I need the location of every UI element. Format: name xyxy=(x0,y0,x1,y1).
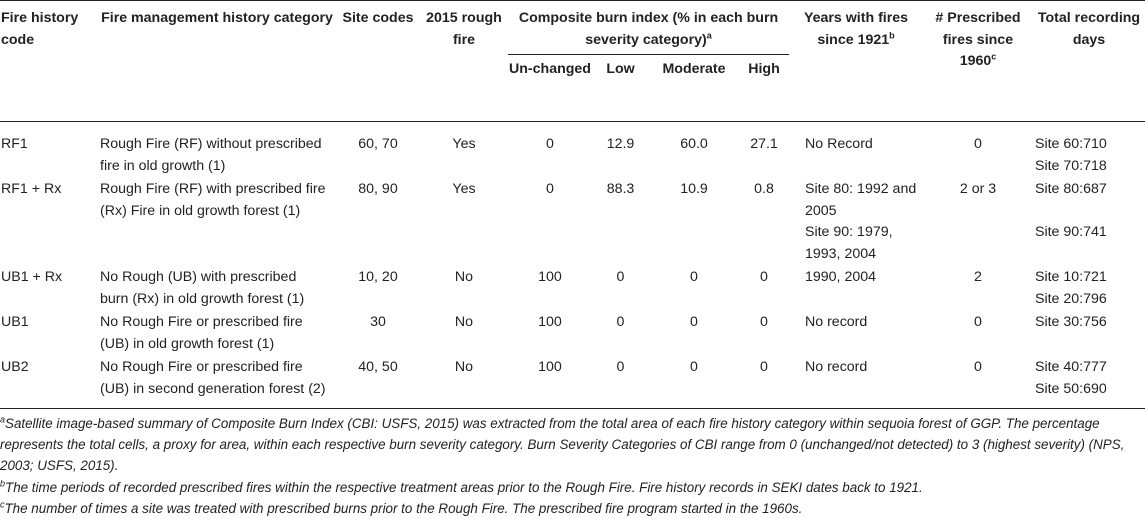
cell-2015-rough-fire-text: No xyxy=(454,314,474,330)
header-high: High xyxy=(748,61,780,77)
cell-prescribed-fires-text: 2 xyxy=(974,269,982,285)
cell-fire-history-code-text: UB2 xyxy=(1,359,29,375)
cell-high-text: 27.1 xyxy=(750,136,778,152)
cell-prescribed-fires-text: 2 or 3 xyxy=(959,181,997,197)
cell-years-with-fires xyxy=(789,310,923,355)
cell-prescribed-fires-text: 0 xyxy=(974,314,982,330)
table-header xyxy=(0,8,1145,122)
header-unchanged: Un-changed xyxy=(509,61,591,77)
cell-fire-management-category-text: No Rough Fire or prescribed fire (UB) in old growth forest (1) xyxy=(100,314,303,352)
prescribed-header-text: # Prescribed fires since 1960 xyxy=(935,10,1021,69)
cell-prescribed-fires xyxy=(923,310,1033,355)
cell-2015-rough-fire xyxy=(420,355,508,419)
header-years-with-fires xyxy=(789,8,923,107)
cell-site-codes-text: 40, 50 xyxy=(358,359,398,375)
cell-site-codes-text: 80, 90 xyxy=(358,181,398,197)
cell-unchanged xyxy=(508,265,592,310)
footnote-c xyxy=(0,498,1140,519)
cell-2015-rough-fire xyxy=(420,265,508,310)
cell-low xyxy=(592,265,649,310)
header-composite-burn-index xyxy=(508,8,789,55)
cell-fire-history-code xyxy=(0,265,98,310)
cell-years-with-fires-text: 1990, 2004 xyxy=(805,269,877,285)
cell-high-text: 0 xyxy=(760,314,768,330)
cell-unchanged-text: 100 xyxy=(538,359,562,375)
cell-site-codes xyxy=(336,177,420,265)
cbi-header-text: Composite burn index (% in each burn severity category) xyxy=(518,10,779,48)
cell-fire-management-category-text: Rough Fire (RF) with prescribed fire (Rx) Fire in old growth forest (1) xyxy=(100,181,326,219)
cell-low xyxy=(592,122,649,178)
cell-moderate xyxy=(649,355,739,419)
header-2015-rough-fire: 2015 rough fire xyxy=(426,10,502,48)
footnote-b-text: The time periods of recorded prescribed fires within the respective treatment areas prior to the Rough Fire. Fire history records in SEKI dates back to 1921. xyxy=(5,479,923,495)
cell-years-with-fires-text: No record xyxy=(805,314,868,330)
cell-low-text: 88.3 xyxy=(606,181,635,197)
footnote-a xyxy=(0,413,1140,477)
cell-total-recording-days-line: Site 50:690 xyxy=(1035,380,1107,397)
header-total-recording-days: Total recording days xyxy=(1037,10,1141,48)
cell-unchanged xyxy=(508,122,592,178)
cell-years-with-fires-text: No record xyxy=(805,359,868,375)
cell-unchanged-text: 0 xyxy=(546,136,554,152)
cell-high xyxy=(739,122,789,178)
cell-2015-rough-fire xyxy=(420,122,508,178)
cell-low-text: 0 xyxy=(616,269,625,285)
cell-fire-history-code-text: RF1 + Rx xyxy=(1,181,62,197)
cell-years-with-fires-text: No Record xyxy=(805,136,873,152)
cell-moderate xyxy=(649,265,739,310)
cell-high-text: 0.8 xyxy=(754,181,774,197)
cell-fire-management-category xyxy=(98,265,336,310)
cell-unchanged-text: 100 xyxy=(538,314,562,330)
footnotes xyxy=(0,413,1140,519)
cell-fire-management-category xyxy=(98,355,336,419)
cell-total-recording-days-line: Site 30:756 xyxy=(1035,314,1107,330)
cell-2015-rough-fire-text: Yes xyxy=(452,181,476,197)
cell-fire-history-code xyxy=(0,355,98,419)
years-header-text: Years with fires since 1921 xyxy=(803,10,909,48)
cell-2015-rough-fire-text: No xyxy=(454,359,474,375)
cell-years-with-fires-line: Site 80: 1992 and 2005 xyxy=(805,181,917,219)
cell-low xyxy=(592,177,649,265)
cell-unchanged-text: 100 xyxy=(538,269,562,285)
fire-history-table xyxy=(0,8,1145,419)
cell-fire-history-code xyxy=(0,177,98,265)
cell-total-recording-days xyxy=(1033,177,1145,265)
header-prescribed-fires xyxy=(923,8,1033,107)
cell-moderate-text: 60.0 xyxy=(680,136,708,152)
header-fire-history-code: Fire history code xyxy=(1,10,79,48)
footnote-a-text: Satellite image-based summary of Composite Burn Index (CBI: USFS, 2015) was extracted from the total area of each fire history category within sequoia forest of GGP. The percentage represents the total cells, a proxy for area, within each respective burn severity category. Burn Severity Categories of CBI range from 0 (unchanged/not detected) to 3 (highest severity) (NPS, 2003; USFS, 2015). xyxy=(0,416,1125,474)
footnote-marker-a: a xyxy=(706,29,712,40)
cell-site-codes xyxy=(336,265,420,310)
cell-total-recording-days-line: Site 40:777 xyxy=(1035,359,1107,375)
cell-fire-management-category xyxy=(98,177,336,265)
cell-moderate xyxy=(649,177,739,265)
table-row xyxy=(0,265,1145,310)
cell-high-text: 0 xyxy=(760,359,768,375)
cell-fire-history-code xyxy=(0,122,98,178)
cell-fire-history-code xyxy=(0,310,98,355)
footnote-marker-c: c xyxy=(991,51,997,62)
footnote-c-text: The number of times a site was treated with prescribed burns prior to the Rough Fire. The prescribed fire program started in the 1960s. xyxy=(4,500,803,516)
cell-total-recording-days-line: Site 70:718 xyxy=(1035,157,1107,174)
cell-prescribed-fires-text: 0 xyxy=(974,136,982,152)
table-row xyxy=(0,177,1145,265)
cell-moderate-text: 0 xyxy=(690,359,698,375)
cell-low-text: 0 xyxy=(616,359,625,375)
cell-site-codes xyxy=(336,122,420,178)
cell-moderate-text: 0 xyxy=(690,314,698,330)
cell-fire-management-category-text: No Rough (UB) with prescribed burn (Rx) in old growth forest (1) xyxy=(100,269,305,307)
cell-low xyxy=(592,355,649,419)
cell-2015-rough-fire-text: No xyxy=(454,269,474,285)
cell-years-with-fires xyxy=(789,355,923,419)
cell-years-with-fires-line: Site 90: 1979, 1993, 2004 xyxy=(805,224,893,262)
cell-total-recording-days-line: Site 20:796 xyxy=(1035,290,1107,307)
cell-2015-rough-fire xyxy=(420,177,508,265)
footnote-marker-b: b xyxy=(889,29,895,40)
cell-high xyxy=(739,265,789,310)
cell-total-recording-days-line: Site 80:687 xyxy=(1035,181,1107,197)
cell-unchanged xyxy=(508,355,592,419)
cell-total-recording-days xyxy=(1033,122,1145,178)
cell-years-with-fires xyxy=(789,122,923,178)
cell-total-recording-days-line: Site 60:710 xyxy=(1035,136,1107,152)
table-top-rule xyxy=(0,0,1145,1)
table-row xyxy=(0,355,1145,419)
cell-total-recording-days xyxy=(1033,355,1145,419)
cell-prescribed-fires xyxy=(923,355,1033,419)
cell-years-with-fires xyxy=(789,177,923,265)
cell-fire-management-category-text: Rough Fire (RF) without prescribed fire in old growth (1) xyxy=(100,136,322,174)
cell-2015-rough-fire xyxy=(420,310,508,355)
cell-site-codes-text: 30 xyxy=(370,314,386,330)
cell-high xyxy=(739,177,789,265)
header-moderate: Moderate xyxy=(662,61,726,77)
cell-unchanged xyxy=(508,310,592,355)
cell-2015-rough-fire-text: Yes xyxy=(452,136,476,152)
footnote-c-marker: c xyxy=(0,499,5,510)
footnote-a-marker: a xyxy=(0,414,6,425)
cell-unchanged xyxy=(508,177,592,265)
cell-high xyxy=(739,355,789,419)
cell-total-recording-days-line: Site 10:721 xyxy=(1035,269,1107,285)
cell-unchanged-text: 0 xyxy=(546,181,554,197)
cell-total-recording-days xyxy=(1033,265,1145,310)
cell-fire-management-category xyxy=(98,310,336,355)
cell-fire-history-code-text: UB1 xyxy=(1,314,29,330)
cell-moderate-text: 0 xyxy=(690,269,698,285)
footnote-b xyxy=(0,477,1140,498)
cell-prescribed-fires-text: 0 xyxy=(974,359,982,375)
cell-fire-management-category xyxy=(98,122,336,178)
cell-high-text: 0 xyxy=(760,269,768,285)
cell-site-codes-text: 10, 20 xyxy=(358,269,398,285)
cell-fire-history-code-text: RF1 xyxy=(1,136,28,152)
cell-site-codes-text: 60, 70 xyxy=(358,136,398,152)
header-site-codes: Site codes xyxy=(342,10,414,26)
cell-low-text: 0 xyxy=(616,314,625,330)
cell-years-with-fires xyxy=(789,265,923,310)
cell-high xyxy=(739,310,789,355)
cell-prescribed-fires xyxy=(923,122,1033,178)
cell-low xyxy=(592,310,649,355)
cell-moderate xyxy=(649,310,739,355)
cell-site-codes xyxy=(336,310,420,355)
cell-site-codes xyxy=(336,355,420,419)
cell-total-recording-days xyxy=(1033,310,1145,355)
cell-moderate-text: 10.9 xyxy=(680,181,708,197)
cell-fire-history-code-text: UB1 + Rx xyxy=(1,269,63,285)
cell-low-text: 12.9 xyxy=(606,136,635,152)
header-low: Low xyxy=(606,61,635,77)
cell-prescribed-fires xyxy=(923,265,1033,310)
table-bottom-rule xyxy=(0,408,1145,409)
cell-total-recording-days-line: Site 90:741 xyxy=(1035,223,1107,240)
table-row xyxy=(0,310,1145,355)
table-row xyxy=(0,122,1145,178)
cell-moderate xyxy=(649,122,739,178)
cell-prescribed-fires xyxy=(923,177,1033,265)
table-body xyxy=(0,122,1145,420)
cell-fire-management-category-text: No Rough Fire or prescribed fire (UB) in second generation forest (2) xyxy=(100,359,326,397)
header-fire-management-category: Fire management history category xyxy=(101,10,333,26)
footnote-b-marker: b xyxy=(0,478,6,489)
